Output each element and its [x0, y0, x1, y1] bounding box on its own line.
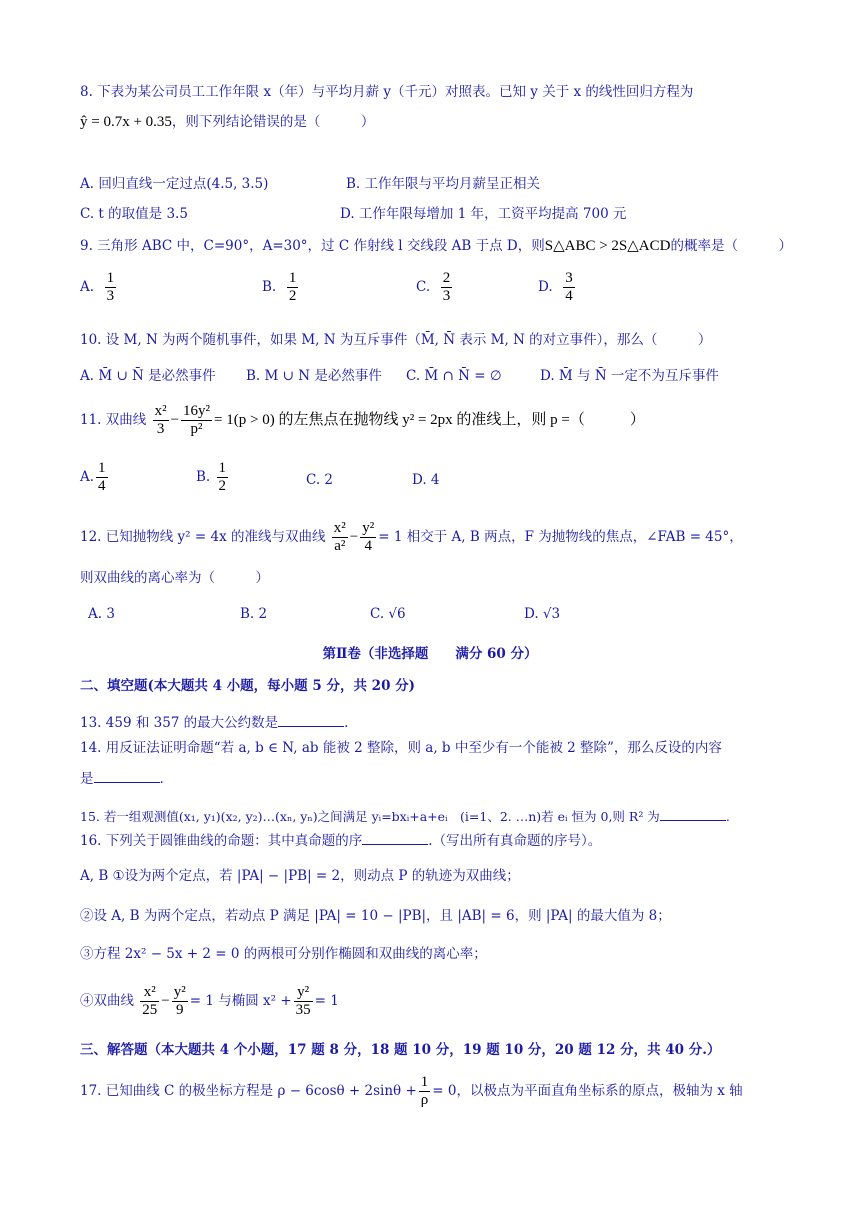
option-label: A. — [80, 279, 95, 295]
q9-option-a — [80, 270, 118, 305]
q16-item-4: ④双曲线 $\frac{\text{x²}}{25}$ − $\frac{\text{y²}}{9}$ = 1 与椭圆 x² + $\frac{\text{y²}}{35}$ = 1 — [80, 984, 339, 1018]
q14-line2-text: 是 — [80, 771, 94, 787]
q16-item-3: ③方程 2x² − 5x + 2 = 0 的两根可分别作椭圆和双曲线的离心率； — [80, 946, 487, 962]
q8-option-c: C. t 的取值是 3.5 — [80, 206, 188, 222]
regression-equation: ŷ = 0.7x + 0.35 — [80, 114, 172, 130]
q11-stem-mid: = 1(p > 0) 的左焦点在抛物线 y² = 2px 的准线上，则 p =（ ） — [214, 412, 645, 428]
q10-option-d: D. M̄ 与 N̄ 一定不为互斥事件 — [540, 368, 719, 384]
q13: 13. 459 和 357 的最大公约数是 . — [80, 712, 348, 733]
q16-item-2: ②设 A, B 为两个定点，若动点 P 满足 |PA| = 10 − |PB|，且 |AB| = 6，则 |PA| 的最大值为 8； — [80, 908, 671, 924]
answer-blank — [278, 712, 344, 727]
section-fill-in-heading: 二、填空题(本大题共 4 小题，每小题 5 分，共 20 分) — [80, 678, 416, 694]
q12-stem-pre: 12. 已知抛物线 y² = 4x 的准线与双曲线 — [80, 529, 326, 545]
numerator: 2 — [442, 270, 451, 286]
q10-option-b: B. M ∪ N 是必然事件 — [246, 368, 382, 384]
q10-stem: 10. 设 M, N 为两个随机事件，如果 M, N 为互斥事件（M̄, N̄ 表示 M, N 的对立事件），那么（ ） — [80, 332, 712, 348]
fraction — [441, 270, 453, 305]
q13-text: 13. 459 和 357 的最大公约数是 — [80, 715, 279, 731]
q17-stem — [80, 1074, 743, 1109]
answer-blank — [362, 830, 428, 845]
q9-condition: S△ABC > 2S△ACD — [544, 238, 671, 254]
q16-item4-tail: = 1 — [314, 993, 339, 1009]
answer-blank — [94, 768, 160, 783]
fraction-1-over-rho: $\frac{1}{\rho}$ — [420, 1074, 429, 1108]
q11-stem: 11. 双曲线 $\frac{\text{x²}}{3}$ − $\frac{\text{16y²}}{\text{p²}}$ = 1(p > 0) 的左焦点在抛物线 y² = 2px 的准线上，则 p =（ ） — [80, 403, 645, 437]
q14-line2: 是 . — [80, 768, 164, 789]
q12-option-a: A. 3 — [88, 606, 115, 622]
q17-stem-tail: = 0，以极点为平面直角坐标系的原点，极轴为 x 轴 — [432, 1083, 743, 1099]
denominator: 2 — [288, 288, 297, 304]
q11-option-d: D. 4 — [412, 472, 440, 488]
q16-text: 16. 下列关于圆锥曲线的命题：其中真命题的序 — [80, 833, 363, 849]
denominator: 3 — [106, 288, 115, 304]
numerator: 1 — [106, 270, 115, 286]
answer-blank — [660, 806, 726, 821]
numerator: 1 — [98, 460, 106, 476]
denominator: 4 — [98, 478, 106, 494]
q11-option-c: C. 2 — [306, 472, 334, 488]
fraction — [287, 270, 299, 305]
option-label: B. — [262, 279, 277, 295]
q8-stem-tail: ，则下列结论错误的是（ ） — [171, 114, 375, 130]
q16-item4-pre: ④双曲线 — [80, 993, 134, 1009]
fraction-y2-over-35: $\frac{\text{y²}}{35}$ — [295, 984, 311, 1018]
q12-stem-mid: = 1 相交于 A, B 两点，F 为抛物线的焦点，∠FAB = 45°， — [378, 529, 743, 545]
numerator: 1 — [218, 460, 227, 476]
denominator: 3 — [442, 288, 451, 304]
option-label: C. — [416, 279, 431, 295]
option-label: D. — [538, 279, 553, 295]
q8-equation-line — [80, 112, 374, 132]
numerator: 1 — [288, 270, 297, 286]
q11-stem-pre: 11. 双曲线 — [80, 412, 147, 428]
q12-option-c: C. √6 — [370, 606, 406, 622]
numerator: 3 — [565, 270, 573, 286]
fraction — [563, 270, 575, 305]
q12-option-d: D. √3 — [524, 606, 561, 622]
fraction — [217, 460, 229, 495]
q10-option-c: C. M̄ ∩ N̄ = ∅ — [406, 368, 502, 384]
q11-option-b — [196, 460, 230, 495]
q12-stem: 12. 已知抛物线 y² = 4x 的准线与双曲线 $\frac{\text{x²}}{\text{a²}}$ − $\frac{\text{y²}}{4}$ = 1 相交于 A, B 两点，F 为抛物线的焦点，∠FAB = 45°， — [80, 520, 743, 554]
q8-option-a: A. 回归直线一定过点(4.5, 3.5) — [80, 176, 269, 192]
fraction-y2-over-4: $\frac{\text{y²}}{4}$ — [362, 520, 375, 554]
q16-item4-mid: = 1 与椭圆 x² + — [189, 993, 292, 1009]
fraction-y2-over-9: $\frac{\text{y²}}{9}$ — [173, 984, 186, 1018]
q9-option-c — [416, 270, 454, 305]
fraction — [96, 460, 108, 495]
q9-option-d — [538, 270, 577, 305]
fraction-16y2-over-p2: $\frac{\text{16y²}}{\text{p²}}$ — [183, 403, 211, 437]
q14-line1: 14. 用反证法证明命题“若 a, b ∈ N, ab 能被 2 整除，则 a, b 中至少有一个能被 2 整除”，那么反设的内容 — [80, 740, 722, 756]
denominator: 4 — [565, 288, 573, 304]
q15-text: 15. 若一组观测值(x₁, y₁)(x₂, y₂)…(xₙ, yₙ)之间满足 yᵢ=bxᵢ+a+eᵢ (i=1、2. …n)若 eᵢ 恒为 0,则 R² 为 — [80, 809, 660, 824]
q8-option-d: D. 工作年限每增加 1 年，工资平均提高 700 元 — [340, 206, 627, 222]
q16-item-1: A, B ①设为两个定点，若 |PA| − |PB| = 2，则动点 P 的轨迹为双曲线； — [80, 868, 520, 884]
q8-stem: 8. 下表为某公司员工工作年限 x（年）与平均月薪 y（千元）对照表。已知 y 关于 x 的线性回归方程为 — [80, 84, 694, 100]
q10-option-a: A. M̄ ∪ N̄ 是必然事件 — [80, 368, 216, 384]
part-two-heading: 第Ⅱ卷（非选择题 满分 60 分） — [322, 646, 538, 662]
q8-option-b: B. 工作年限与平均月薪呈正相关 — [346, 176, 541, 192]
option-label: A. — [80, 469, 95, 485]
fraction-x2-over-25: $\frac{\text{x²}}{25}$ — [142, 984, 158, 1018]
q16-line1 — [80, 830, 601, 851]
q16-text-tail: .（写出所有真命题的序号）。 — [428, 833, 602, 849]
q12-option-b: B. 2 — [240, 606, 268, 622]
q15: 15. 若一组观测值(x₁, y₁)(x₂, y₂)…(xₙ, yₙ)之间满足 yᵢ=bxᵢ+a+eᵢ (i=1、2. …n)若 eᵢ 恒为 0,则 R² 为 . — [80, 806, 730, 827]
denominator: 2 — [218, 478, 227, 494]
section-answer-heading: 三、解答题（本大题共 4 个小题，17 题 8 分，18 题 10 分，19 题 10 分，20 题 12 分，共 40 分.） — [80, 1042, 721, 1058]
fraction-x2-over-a2: $\frac{\text{x²}}{\text{a²}}$ — [333, 520, 346, 554]
q9-stem-tail: 的概率是（ ） — [670, 238, 792, 254]
fraction-x2-over-3: $\frac{\text{x²}}{3}$ — [154, 403, 167, 437]
q9-stem — [80, 236, 792, 256]
fraction — [105, 270, 117, 305]
q12-stem-line2: 则双曲线的离心率为（ ） — [80, 570, 269, 586]
q11-option-a — [80, 460, 110, 495]
q9-stem-text: 9. 三角形 ABC 中，C=90°，A=30°，过 C 作射线 l 交线段 AB 于点 D，则 — [80, 238, 545, 254]
option-label: B. — [196, 469, 211, 485]
q17-stem-pre: 17. 已知曲线 C 的极坐标方程是 ρ − 6cosθ + 2sinθ + — [80, 1083, 417, 1099]
q9-option-b — [262, 270, 300, 305]
